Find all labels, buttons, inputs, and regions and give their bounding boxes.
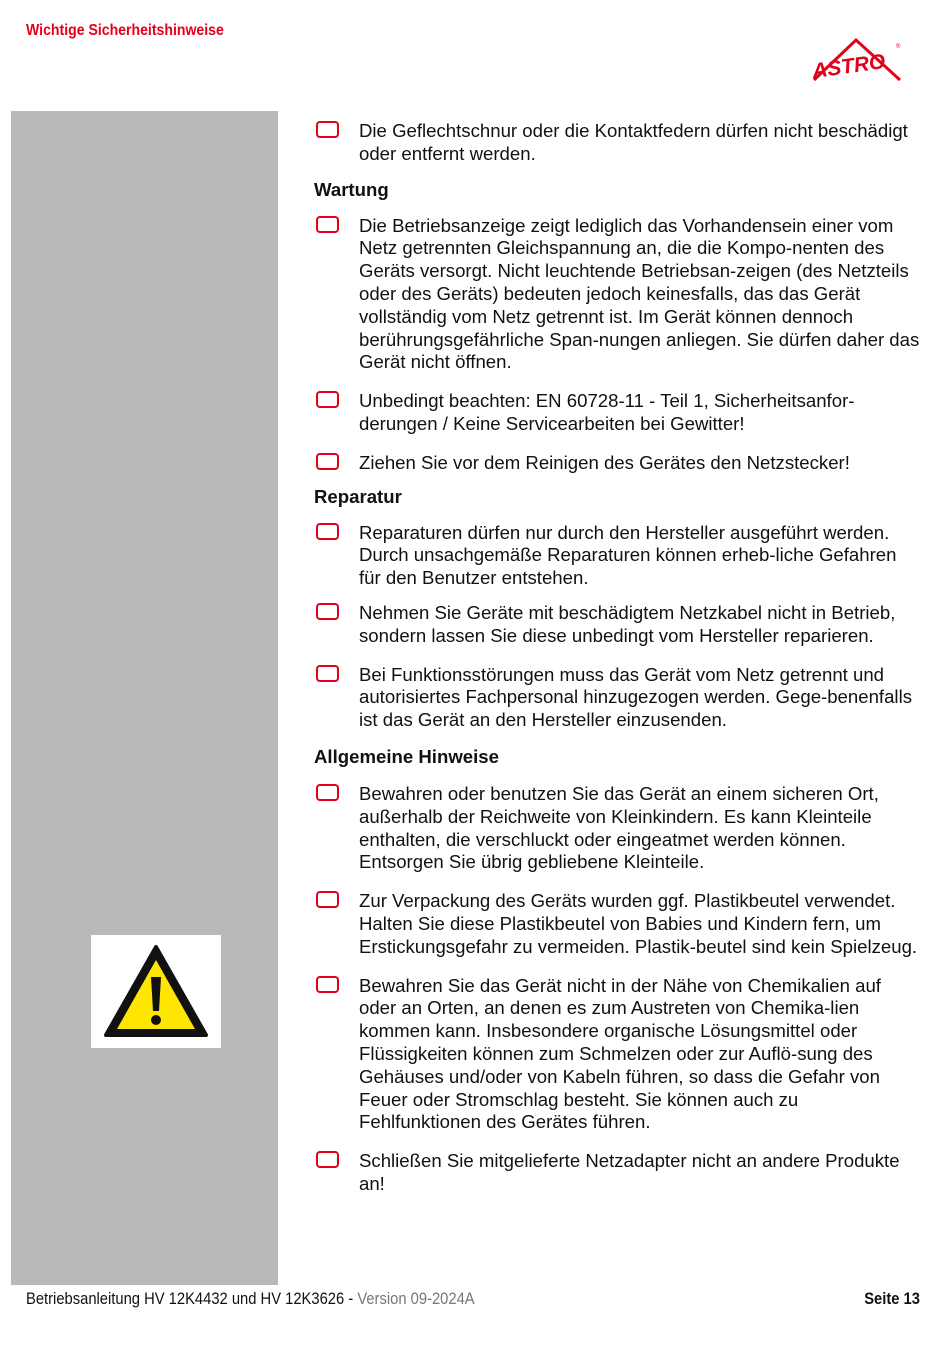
section-heading-wartung: Wartung: [314, 178, 389, 200]
bullet-text: Ziehen Sie vor dem Reinigen des Gerätes den Netzstecker!: [359, 451, 850, 473]
footer-doc-title: Betriebsanleitung HV 12K4432 und HV 12K3626 -: [26, 1290, 354, 1308]
bullet-text: Nehmen Sie Geräte mit beschädigtem Netzkabel nicht in Betrieb, sondern lassen Sie diese unbedingt vom Hersteller reparieren.: [359, 601, 896, 646]
bullet-box-icon: [316, 523, 339, 540]
bullet-item: [312, 452, 922, 475]
bullet-box-icon: [316, 453, 339, 470]
footer-page-number: Seite 13: [864, 1290, 920, 1308]
safety-content: [312, 120, 922, 1196]
bullet-box-icon: [316, 976, 339, 993]
bullet-box-icon: [316, 121, 339, 138]
footer-version: Version 09-2024A: [353, 1290, 475, 1308]
bullet-item: [312, 975, 922, 1135]
svg-text:®: ®: [896, 44, 901, 50]
section-heading-reparatur: Reparatur: [314, 485, 402, 507]
warning-triangle-icon: [102, 941, 210, 1041]
bullet-item: [312, 390, 922, 436]
bullet-box-icon: [316, 603, 339, 620]
bullet-box-icon: [316, 891, 339, 908]
bullet-item: [312, 522, 922, 590]
bullet-item: [312, 215, 922, 375]
logo-text: ASTRO: [810, 50, 887, 84]
bullet-item: [312, 783, 922, 874]
warning-sign: [91, 935, 221, 1048]
bullet-text: Zur Verpackung des Geräts wurden ggf. Plastikbeutel verwendet. Halten Sie diese Plastikbeutel von Babies und Kindern fern, um Erstickungsgefahr zu vermeiden. Plastik-beutel sind kein Spielzeug.: [359, 890, 918, 957]
bullet-box-icon: [316, 216, 339, 233]
bullet-item: [312, 120, 922, 166]
bullet-box-icon: [316, 1151, 339, 1168]
bullet-text: Die Geflechtschnur oder die Kontaktfedern dürfen nicht beschädigt oder entfernt werden.: [359, 120, 908, 164]
sidebar-panel: [11, 111, 278, 1285]
page-header-title: Wichtige Sicherheitshinweise: [26, 22, 224, 39]
bullet-text: Bewahren Sie das Gerät nicht in der Nähe von Chemikalien auf oder an Orten, an denen es zum Austreten von Chemika-lien kommen kann. Insbesondere organische Lösungsmittel oder Flüssigkeiten können zum Schmelzen oder zur Auflö-sung des Gehäuses und/oder von Kabeln führen, so dass die Gefahr von Feuer oder Stromschlag besteht. Sie können auch zu Fehlfunktionen des Gerätes führen.: [359, 974, 881, 1133]
bullet-text: Bei Funktionsstörungen muss das Gerät vom Netz getrennt und autorisiertes Fachpersonal hinzugezogen werden. Gege-benenfalls ist das Gerät an den Hersteller einzusenden.: [359, 663, 912, 731]
bullet-box-icon: [316, 391, 339, 408]
bullet-item: [312, 664, 922, 732]
bullet-text: Unbedingt beachten: EN 60728-11 - Teil 1, Sicherheitsanfor-derungen / Keine Servicearbeiten bei Gewitter!: [359, 390, 855, 434]
bullet-text: Schließen Sie mitgelieferte Netzadapter nicht an andere Produkte an!: [359, 1150, 900, 1194]
bullet-item: [312, 602, 922, 648]
astro-logo: [806, 36, 906, 84]
bullet-text: Reparaturen dürfen nur durch den Hersteller ausgeführt werden. Durch unsachgemäße Reparaturen können erheb-liche Gefahren für den Benutzer entstehen.: [359, 521, 897, 589]
bullet-box-icon: [316, 784, 339, 801]
section-heading-allgemeine-hinweise: Allgemeine Hinweise: [314, 745, 499, 767]
bullet-text: Die Betriebsanzeige zeigt lediglich das Vorhandensein einer vom Netz getrennten Gleichspannung an, die die Kompo-nenten des Geräts versorgt. Nicht leuchtende Betriebsan-zeigen (des Netzteils oder des Geräts) bedeuten jedoch keinesfalls, das das Gerät vollständig vom Netz getrennt ist. Im Gerät können dennoch berührungsgefährliche Span-nungen anliegen. Sie dürfen daher das Gerät nicht öffnen.: [359, 214, 920, 373]
bullet-item: [312, 890, 922, 958]
bullet-item: [312, 1150, 922, 1196]
bullet-box-icon: [316, 665, 339, 682]
footer-document-title: [26, 1290, 475, 1309]
bullet-text: Bewahren oder benutzen Sie das Gerät an einem sicheren Ort, außerhalb der Reichweite von Kleinkindern. Es kann Kleinteile enthalten, die verschluckt oder eingeatmet werden können. Entsorgen Sie übrig gebliebene Kleinteile.: [359, 782, 879, 873]
